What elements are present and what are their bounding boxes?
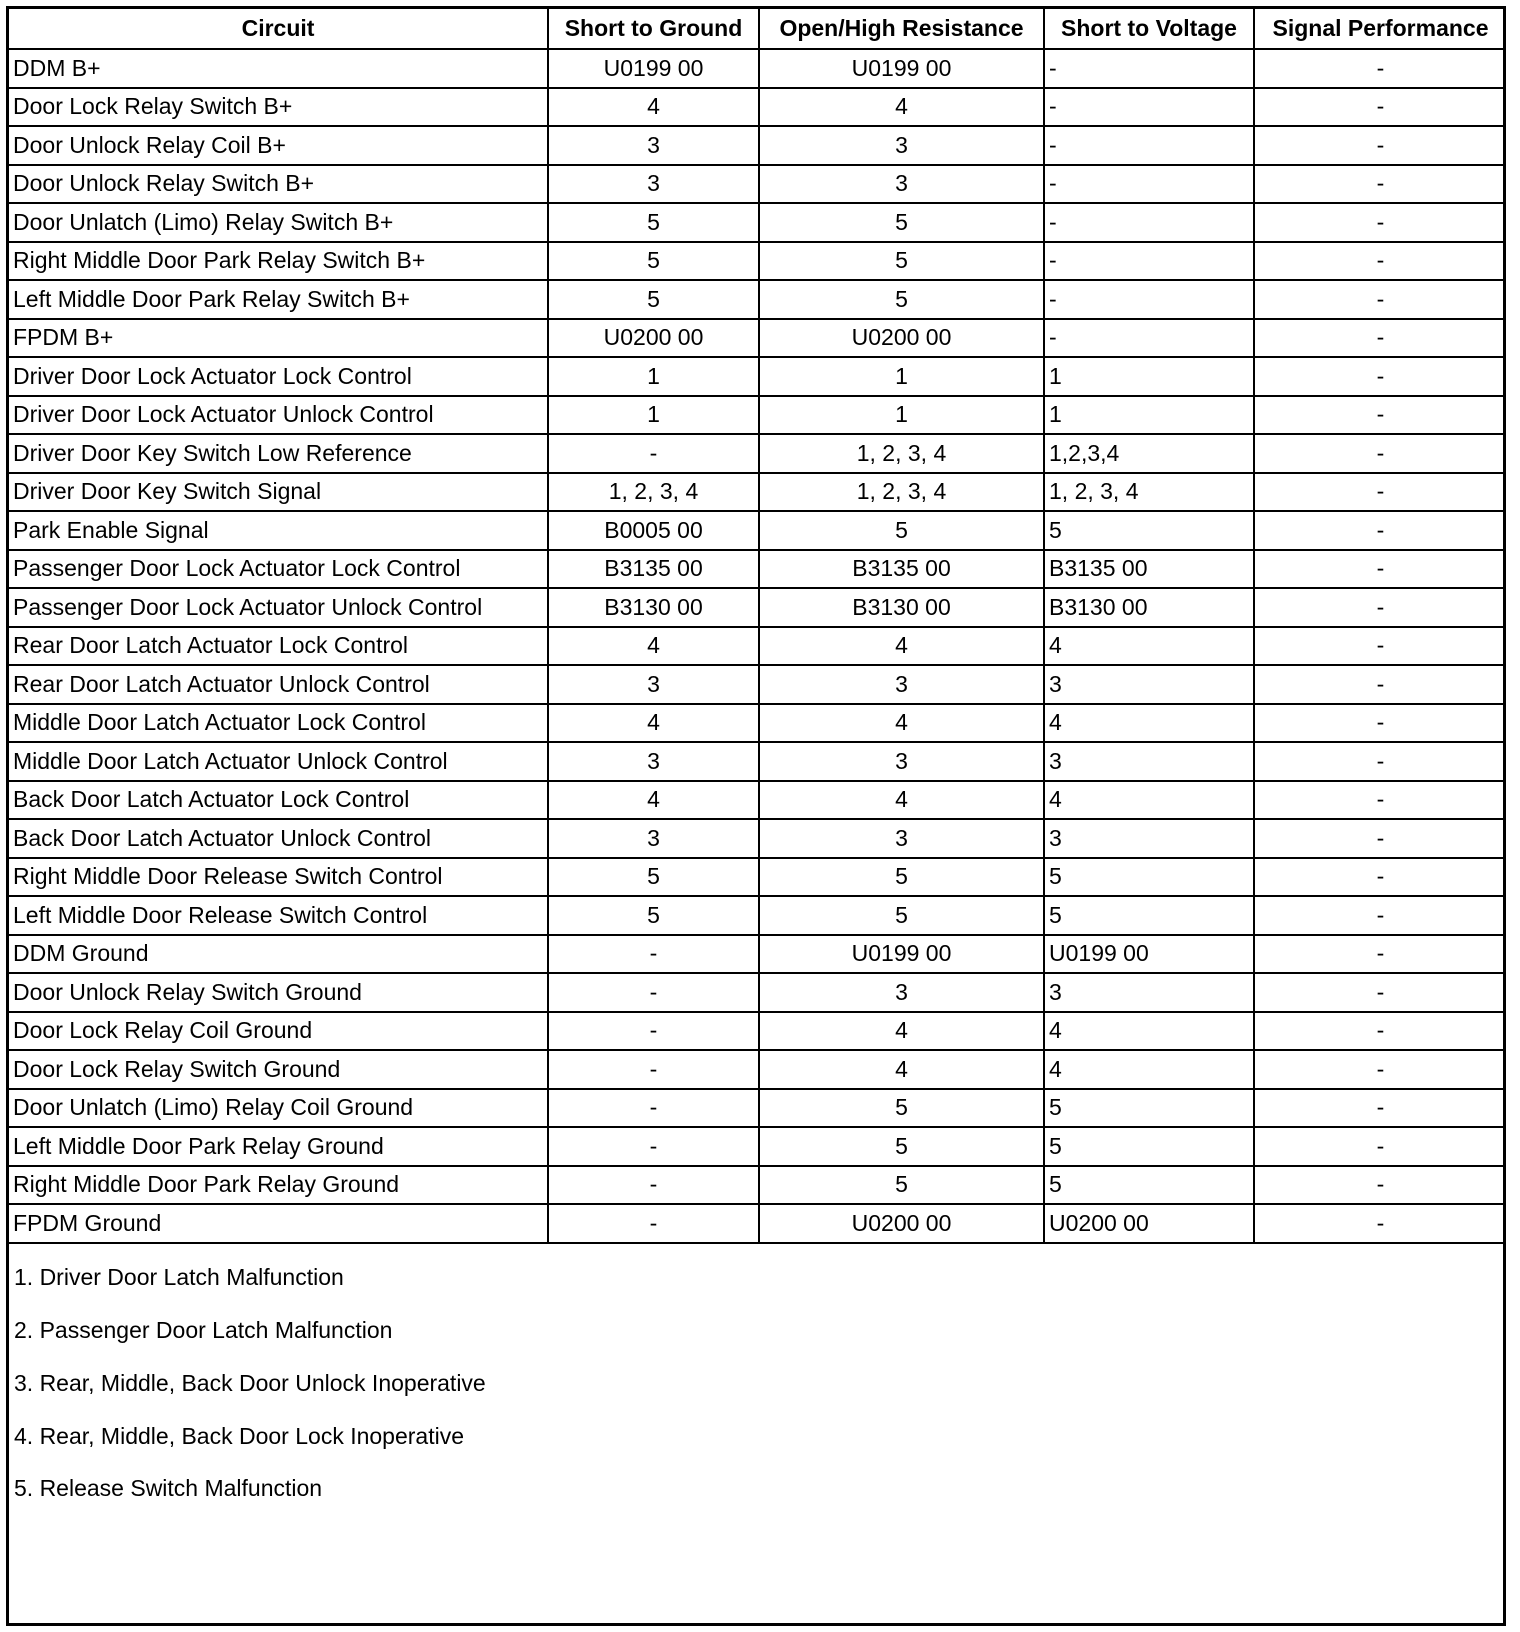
cell-short-to-ground: - [548,1050,759,1089]
cell-short-to-ground: 5 [548,280,759,319]
table-row [9,242,1506,281]
cell-signal-performance: - [1254,742,1506,781]
cell-signal-performance: - [1254,550,1506,589]
cell-open-high-resistance: 3 [759,819,1044,858]
cell-short-to-ground: 4 [548,88,759,127]
table-row [9,704,1506,743]
cell-open-high-resistance: 1, 2, 3, 4 [759,473,1044,512]
cell-signal-performance: - [1254,665,1506,704]
cell-circuit: Door Lock Relay Coil Ground [9,1012,548,1051]
cell-circuit: Rear Door Latch Actuator Lock Control [9,627,548,666]
cell-circuit: Right Middle Door Park Relay Ground [9,1166,548,1205]
cell-circuit: Driver Door Lock Actuator Unlock Control [9,396,548,435]
cell-open-high-resistance: 4 [759,781,1044,820]
diagnostic-table-document [6,6,1506,1626]
cell-circuit: Door Unlatch (Limo) Relay Coil Ground [9,1089,548,1128]
cell-short-to-voltage: 5 [1044,858,1254,897]
table-row [9,627,1506,666]
table-row [9,88,1506,127]
table-row [9,319,1506,358]
table-row [9,396,1506,435]
table-row [9,280,1506,319]
table-row [9,473,1506,512]
cell-short-to-ground: - [548,1127,759,1166]
cell-short-to-ground: - [548,1204,759,1243]
cell-signal-performance: - [1254,704,1506,743]
footnote-item: 4. Rear, Middle, Back Door Lock Inoperative [14,1422,465,1449]
table-row [9,742,1506,781]
cell-circuit: Door Unlock Relay Switch B+ [9,165,548,204]
footnote-item: 1. Driver Door Latch Malfunction [14,1263,344,1290]
cell-circuit: Passenger Door Lock Actuator Lock Control [9,550,548,589]
cell-short-to-voltage: U0199 00 [1044,935,1254,974]
cell-signal-performance: - [1254,1012,1506,1051]
table-row [9,819,1506,858]
cell-short-to-ground: 3 [548,165,759,204]
cell-circuit: Back Door Latch Actuator Lock Control [9,781,548,820]
header-open-high-resistance: Open/High Resistance [759,9,1044,49]
cell-short-to-ground: 4 [548,781,759,820]
cell-signal-performance: - [1254,511,1506,550]
cell-circuit: Middle Door Latch Actuator Lock Control [9,704,548,743]
table-header-row [9,9,1506,49]
cell-signal-performance: - [1254,434,1506,473]
cell-signal-performance: - [1254,627,1506,666]
cell-circuit: DDM Ground [9,935,548,974]
cell-circuit: Middle Door Latch Actuator Unlock Control [9,742,548,781]
cell-open-high-resistance: 3 [759,165,1044,204]
cell-circuit: Door Unlock Relay Switch Ground [9,973,548,1012]
cell-short-to-voltage: 4 [1044,704,1254,743]
cell-short-to-voltage: 5 [1044,896,1254,935]
cell-short-to-voltage: 1 [1044,357,1254,396]
table-row [9,665,1506,704]
cell-short-to-voltage: 1 [1044,396,1254,435]
cell-circuit: Door Unlatch (Limo) Relay Switch B+ [9,203,548,242]
cell-circuit: Back Door Latch Actuator Unlock Control [9,819,548,858]
cell-open-high-resistance: 3 [759,126,1044,165]
cell-short-to-voltage: 5 [1044,1166,1254,1205]
table-row [9,1166,1506,1205]
cell-short-to-ground: 5 [548,858,759,897]
footnote-item: 5. Release Switch Malfunction [14,1474,323,1501]
cell-open-high-resistance: U0199 00 [759,935,1044,974]
cell-open-high-resistance: 5 [759,1089,1044,1128]
cell-short-to-ground: 4 [548,627,759,666]
cell-circuit: Left Middle Door Park Relay Switch B+ [9,280,548,319]
table-row [9,781,1506,820]
cell-signal-performance: - [1254,319,1506,358]
cell-circuit: Rear Door Latch Actuator Unlock Control [9,665,548,704]
cell-short-to-voltage: B3130 00 [1044,588,1254,627]
cell-short-to-ground: U0200 00 [548,319,759,358]
cell-signal-performance: - [1254,858,1506,897]
cell-short-to-voltage: 4 [1044,627,1254,666]
cell-signal-performance: - [1254,165,1506,204]
table-row [9,1127,1506,1166]
cell-open-high-resistance: 4 [759,704,1044,743]
cell-signal-performance: - [1254,588,1506,627]
cell-open-high-resistance: U0200 00 [759,1204,1044,1243]
cell-circuit: Driver Door Lock Actuator Lock Control [9,357,548,396]
cell-short-to-ground: - [548,1089,759,1128]
cell-open-high-resistance: 3 [759,973,1044,1012]
cell-signal-performance: - [1254,973,1506,1012]
cell-short-to-voltage: - [1044,126,1254,165]
cell-open-high-resistance: 3 [759,665,1044,704]
cell-open-high-resistance: U0199 00 [759,49,1044,88]
cell-circuit: Driver Door Key Switch Low Reference [9,434,548,473]
cell-circuit: Left Middle Door Release Switch Control [9,896,548,935]
cell-short-to-ground: 5 [548,896,759,935]
cell-signal-performance: - [1254,935,1506,974]
cell-circuit: Door Lock Relay Switch Ground [9,1050,548,1089]
cell-short-to-voltage: - [1044,88,1254,127]
table-row [9,126,1506,165]
cell-signal-performance: - [1254,396,1506,435]
header-short-to-voltage: Short to Voltage [1044,9,1254,49]
cell-short-to-voltage: 1, 2, 3, 4 [1044,473,1254,512]
cell-short-to-ground: 1, 2, 3, 4 [548,473,759,512]
cell-short-to-ground: - [548,935,759,974]
cell-short-to-ground: - [548,1012,759,1051]
cell-signal-performance: - [1254,1050,1506,1089]
table-row [9,434,1506,473]
cell-short-to-voltage: 4 [1044,781,1254,820]
cell-open-high-resistance: 3 [759,742,1044,781]
cell-open-high-resistance: 4 [759,627,1044,666]
cell-open-high-resistance: B3130 00 [759,588,1044,627]
cell-circuit: Right Middle Door Release Switch Control [9,858,548,897]
cell-short-to-voltage: 4 [1044,1050,1254,1089]
table-row [9,1012,1506,1051]
cell-circuit: Driver Door Key Switch Signal [9,473,548,512]
cell-signal-performance: - [1254,49,1506,88]
cell-short-to-ground: - [548,1166,759,1205]
cell-short-to-voltage: - [1044,319,1254,358]
header-signal-performance: Signal Performance [1254,9,1506,49]
cell-open-high-resistance: 5 [759,858,1044,897]
cell-short-to-voltage: - [1044,203,1254,242]
cell-signal-performance: - [1254,1204,1506,1243]
table-row [9,896,1506,935]
cell-short-to-ground: 5 [548,242,759,281]
cell-signal-performance: - [1254,1089,1506,1128]
cell-open-high-resistance: 4 [759,1012,1044,1051]
cell-open-high-resistance: 5 [759,1127,1044,1166]
cell-circuit: DDM B+ [9,49,548,88]
cell-signal-performance: - [1254,1127,1506,1166]
cell-short-to-ground: 3 [548,819,759,858]
cell-short-to-ground: B3130 00 [548,588,759,627]
cell-open-high-resistance: 4 [759,1050,1044,1089]
footnote-item: 2. Passenger Door Latch Malfunction [14,1316,393,1343]
circuit-fault-table [9,9,1506,1244]
cell-signal-performance: - [1254,357,1506,396]
cell-short-to-voltage: U0200 00 [1044,1204,1254,1243]
cell-short-to-voltage: 4 [1044,1012,1254,1051]
table-row [9,858,1506,897]
table-row [9,935,1506,974]
cell-open-high-resistance: U0200 00 [759,319,1044,358]
table-row [9,49,1506,88]
table-row [9,203,1506,242]
cell-signal-performance: - [1254,781,1506,820]
table-row [9,550,1506,589]
cell-circuit: Door Lock Relay Switch B+ [9,88,548,127]
cell-short-to-ground: 5 [548,203,759,242]
cell-short-to-voltage: 3 [1044,742,1254,781]
cell-open-high-resistance: 5 [759,511,1044,550]
cell-open-high-resistance: 5 [759,280,1044,319]
table-row [9,511,1506,550]
cell-short-to-ground: U0199 00 [548,49,759,88]
cell-open-high-resistance: 5 [759,203,1044,242]
cell-short-to-voltage: - [1044,242,1254,281]
cell-signal-performance: - [1254,280,1506,319]
cell-signal-performance: - [1254,1166,1506,1205]
cell-short-to-ground: 1 [548,396,759,435]
cell-short-to-ground: - [548,434,759,473]
table-row [9,1089,1506,1128]
cell-circuit: Park Enable Signal [9,511,548,550]
header-circuit: Circuit [9,9,548,49]
cell-signal-performance: - [1254,88,1506,127]
cell-short-to-voltage: 1,2,3,4 [1044,434,1254,473]
cell-short-to-ground: B3135 00 [548,550,759,589]
cell-circuit: Door Unlock Relay Coil B+ [9,126,548,165]
cell-circuit: Left Middle Door Park Relay Ground [9,1127,548,1166]
footnote-item: 3. Rear, Middle, Back Door Unlock Inoperative [14,1369,486,1396]
cell-open-high-resistance: 5 [759,1166,1044,1205]
table-row [9,588,1506,627]
cell-short-to-voltage: - [1044,165,1254,204]
header-short-to-ground: Short to Ground [548,9,759,49]
table-row [9,1050,1506,1089]
cell-short-to-ground: B0005 00 [548,511,759,550]
cell-short-to-ground: 3 [548,126,759,165]
cell-short-to-voltage: 3 [1044,819,1254,858]
cell-short-to-voltage: 5 [1044,1127,1254,1166]
cell-short-to-voltage: - [1044,280,1254,319]
cell-short-to-ground: 4 [548,704,759,743]
cell-short-to-voltage: - [1044,49,1254,88]
cell-short-to-ground: 3 [548,742,759,781]
table-body [9,49,1506,1243]
cell-signal-performance: - [1254,242,1506,281]
table-row [9,973,1506,1012]
cell-short-to-voltage: 5 [1044,511,1254,550]
cell-signal-performance: - [1254,126,1506,165]
cell-short-to-voltage: 3 [1044,973,1254,1012]
cell-short-to-ground: 1 [548,357,759,396]
cell-open-high-resistance: 5 [759,896,1044,935]
cell-circuit: Right Middle Door Park Relay Switch B+ [9,242,548,281]
cell-short-to-voltage: 5 [1044,1089,1254,1128]
cell-open-high-resistance: 1 [759,357,1044,396]
cell-circuit: FPDM B+ [9,319,548,358]
cell-short-to-ground: 3 [548,665,759,704]
cell-short-to-voltage: 3 [1044,665,1254,704]
cell-signal-performance: - [1254,473,1506,512]
cell-short-to-voltage: B3135 00 [1044,550,1254,589]
cell-signal-performance: - [1254,203,1506,242]
footnotes [9,1244,1503,1513]
cell-circuit: FPDM Ground [9,1204,548,1243]
cell-open-high-resistance: 1 [759,396,1044,435]
table-row [9,357,1506,396]
cell-signal-performance: - [1254,819,1506,858]
cell-open-high-resistance: 4 [759,88,1044,127]
table-row [9,165,1506,204]
cell-open-high-resistance: B3135 00 [759,550,1044,589]
cell-short-to-ground: - [548,973,759,1012]
cell-open-high-resistance: 5 [759,242,1044,281]
cell-open-high-resistance: 1, 2, 3, 4 [759,434,1044,473]
cell-circuit: Passenger Door Lock Actuator Unlock Control [9,588,548,627]
table-row [9,1204,1506,1243]
cell-signal-performance: - [1254,896,1506,935]
